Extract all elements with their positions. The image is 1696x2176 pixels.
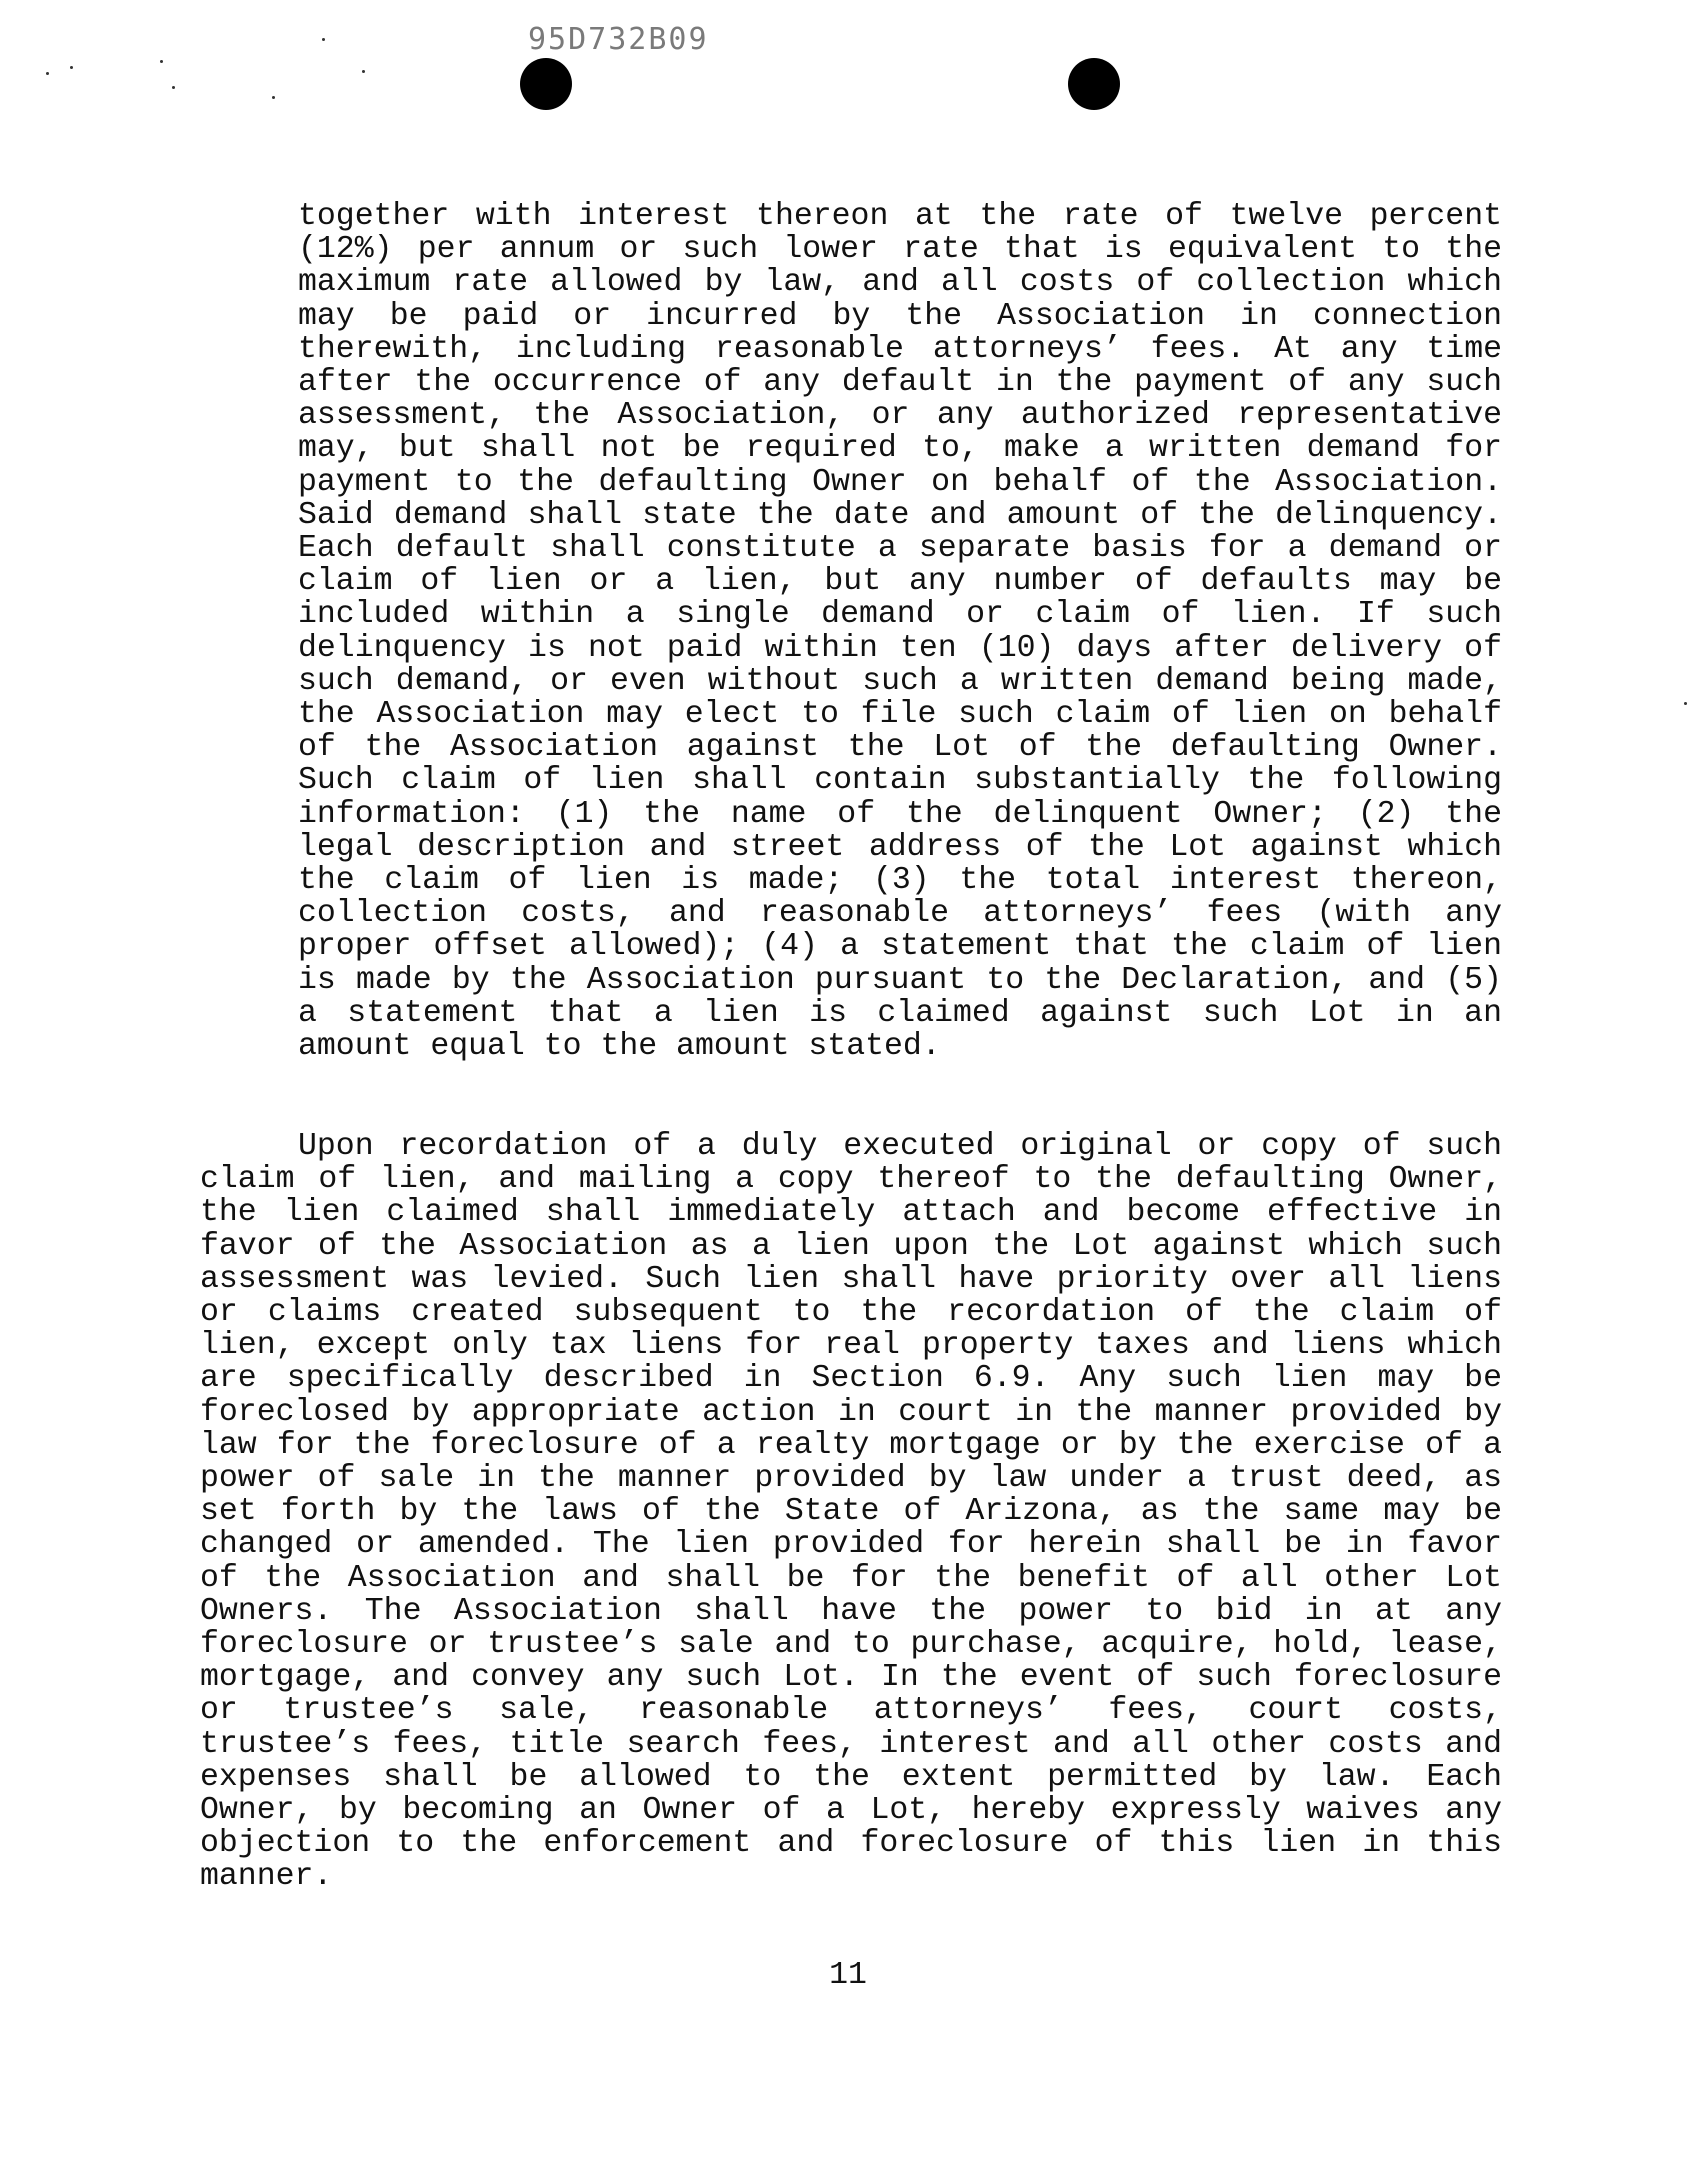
paragraph-lien-recordation: Upon recordation of a duly executed original or copy of such claim of lien, and mailing a copy thereof to the defaulting Owner, the lien claimed shall immediately attach and become effective in favor of the Association as a lien upon the Lot against which such assessment was levied. Such lien shall have priority over all liens or claims created subsequent to the recordation of the claim of lien, except only tax liens for real property taxes and liens which are specifically described in Section 6.9. Any such lien may be foreclosed by appropriate action in court in the manner provided by law for the foreclosure of a realty mortgage or by the exercise of a power of sale in the manner provided by law under a trust deed, as set forth by the laws of the State of Arizona, as the same may be changed or amended. The lien provided for herein shall be in favor of the Association and shall be for the benefit of all other Lot Owners. The Association shall have the power to bid in at any foreclosure or trustee’s sale and to purchase, acquire, hold, lease, mortgage, and convey any such Lot. In the event of such foreclosure or trustee’s sale, reasonable attorneys’ fees, court costs, trustee’s fees, title search fees, interest and all other costs and expenses shall be allowed to the extent permitted by law. Each Owner, by becoming an Owner of a Lot, hereby expressly waives any objection to the enforcement and foreclosure of this lien in this manner. <box>200 1129 1502 1895</box>
punch-hole-right <box>1068 58 1120 110</box>
page-number: 11 <box>829 1958 867 1993</box>
scan-speck <box>46 72 49 75</box>
scan-speck <box>1684 702 1687 705</box>
recording-stamp-number: 95D732B09 <box>528 22 709 57</box>
scan-speck <box>172 86 175 89</box>
scan-speck <box>70 66 73 69</box>
scan-speck <box>272 96 275 99</box>
scan-speck <box>322 38 325 41</box>
paragraph-lien-demand: together with interest thereon at the rate of twelve percent (12%) per annum or such lower rate that is equivalent to the maximum rate allowed by law, and all costs of collection which may be paid or incurred by the Association in connection therewith, including reasonable attorneys’ fees. At any time after the occurrence of any default in the payment of any such assessment, the Association, or any authorized representative may, but shall not be required to, make a written demand for payment to the defaulting Owner on behalf of the Association. Said demand shall state the date and amount of the delinquency. Each default shall constitute a separate basis for a demand or claim of lien or a lien, but any number of defaults may be included within a single demand or claim of lien. If such delinquency is not paid within ten (10) days after delivery of such demand, or even without such a written demand being made, the Association may elect to file such claim of lien on behalf of the Association against the Lot of the defaulting Owner. Such claim of lien shall contain substantially the following information: (1) the name of the delinquent Owner; (2) the legal description and street address of the Lot against which the claim of lien is made; (3) the total interest thereon, collection costs, and reasonable attorneys’ fees (with any proper offset allowed); (4) a statement that the claim of lien is made by the Association pursuant to the Declaration, and (5) a statement that a lien is claimed against such Lot in an amount equal to the amount stated. <box>298 199 1502 1065</box>
scan-speck <box>160 60 163 63</box>
punch-hole-left <box>520 58 572 110</box>
scan-speck <box>362 70 365 73</box>
